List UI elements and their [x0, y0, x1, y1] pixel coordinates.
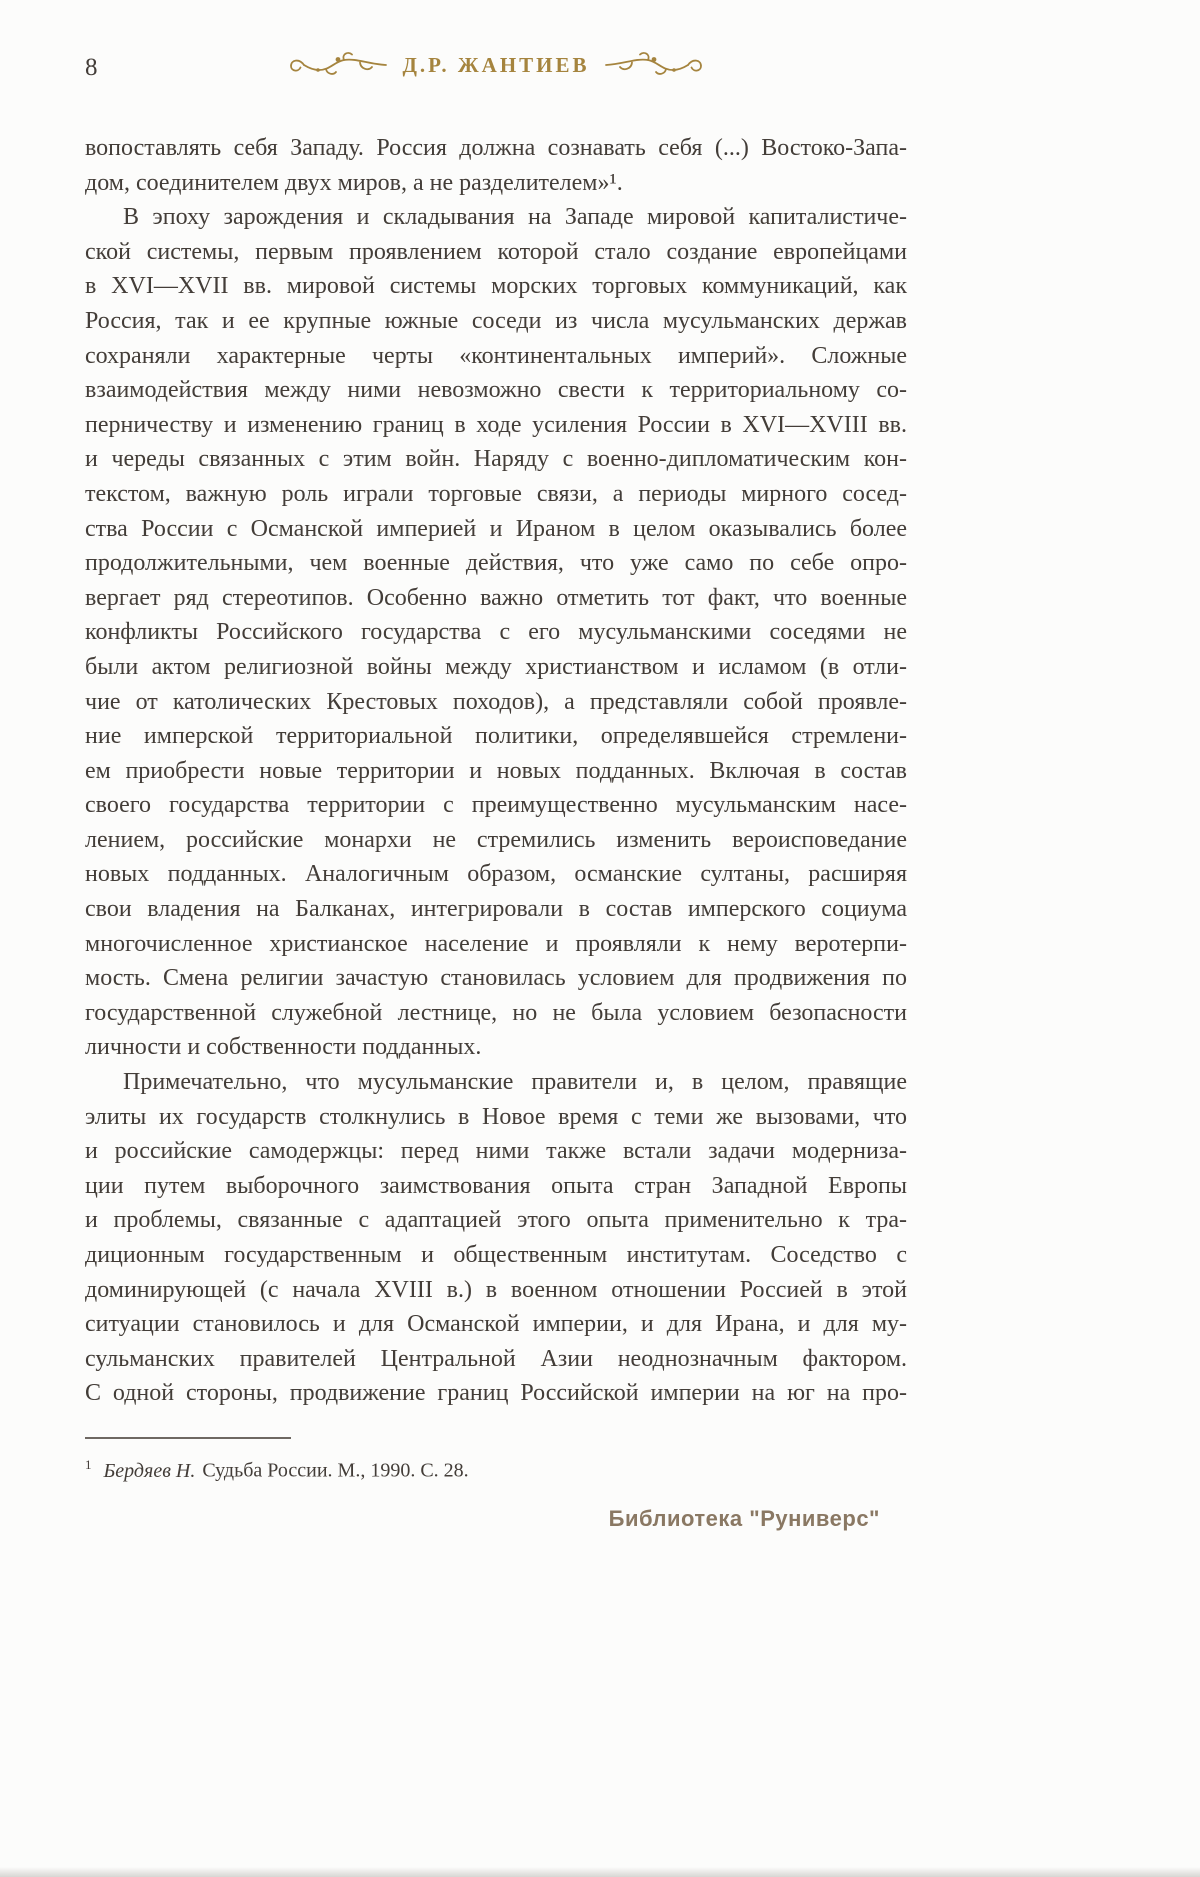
footnote-divider: [85, 1437, 291, 1439]
header-author: Д.Р. ЖАНТИЕВ: [402, 52, 590, 77]
text-line: и российские самодержцы: перед ними также встали задачи модерниза-: [85, 1138, 907, 1165]
text-line: Россия, так и ее крупные южные соседи из числа мусульманских держав: [85, 307, 907, 334]
text-line: чие от католических Крестовых походов), а представляли собой проявле-: [85, 688, 907, 715]
text-line: ситуации становилось и для Османской империи, и для Ирана, и для му-: [85, 1311, 907, 1338]
paragraph: [85, 200, 907, 1065]
paragraph: [85, 131, 907, 200]
footnote: [85, 1451, 907, 1485]
body-text: [85, 131, 907, 1411]
text-line: сохраняли характерные черты «континентальных империй». Сложные: [85, 342, 907, 369]
text-line: ской системы, первым проявлением которой стало создание европейцами: [85, 238, 907, 265]
text-line: лением, российские монархи не стремились изменить вероисповедание: [85, 826, 907, 853]
ornament-left-icon: [288, 52, 388, 78]
text-line: и череды связанных с этим войн. Наряду с военно-дипломатическим кон-: [85, 446, 907, 473]
text-line: мость. Смена религии зачастую становилась условием для продвижения по: [85, 965, 907, 992]
text-line: вергает ряд стереотипов. Особенно важно отметить тот факт, что военные: [85, 584, 907, 611]
footnote-text: Судьба России. М., 1990. С. 28.: [202, 1459, 469, 1482]
text-line: доминирующей (с начала XVIII в.) в военном отношении Россией в этой: [85, 1276, 907, 1303]
text-line: перничеству и изменению границ в ходе усиления России в XVI—XVIII вв.: [85, 411, 907, 438]
ornament-right-icon: [604, 52, 704, 78]
running-header: [85, 52, 907, 78]
text-line: многочисленное христианское население и проявляли к нему веротерпи-: [85, 930, 907, 957]
text-line: ства России с Османской империей и Ираном в целом оказывались более: [85, 515, 907, 542]
text-line: конфликты Российского государства с его мусульманскими соседями не: [85, 619, 907, 646]
text-line: ции путем выборочного заимствования опыта стран Западной Европы: [85, 1172, 907, 1199]
text-line: диционным государственным и общественным институтам. Соседство с: [85, 1242, 907, 1268]
text-line: свои владения на Балканах, интегрировали в состав имперского социума: [85, 896, 907, 923]
text-line: сульманских правителей Центральной Азии неоднозначным фактором.: [85, 1345, 907, 1372]
text-line: вопоставлять себя Западу. Россия должна сознавать себя (...) Востоко-Запа-: [85, 135, 907, 161]
text-line: своего государства территории с преимущественно мусульманским насе-: [85, 792, 907, 819]
text-line: в XVI—XVII вв. мировой системы морских торговых коммуникаций, как: [85, 273, 907, 300]
text-line: ем приобрести новые территории и новых подданных. Включая в состав: [85, 757, 907, 784]
text-line: текстом, важную роль играли торговые связи, а периоды мирного сосед-: [85, 480, 907, 507]
text-line: продолжительными, чем военные действия, что уже само по себе опро-: [85, 550, 907, 577]
library-watermark: Библиотека "Руниверс": [608, 1506, 880, 1531]
text-line: государственной служебной лестнице, но не была условием безопасности: [85, 999, 907, 1026]
scan-bottom-edge-artifact: [0, 1867, 1200, 1877]
text-line: ние имперской территориальной политики, определявшейся стремлени-: [85, 723, 907, 750]
text-line: элиты их государств столкнулись в Новое время с теми же вызовами, что: [85, 1103, 907, 1130]
text-line: В эпоху зарождения и складывания на Западе мировой капиталистиче-: [123, 204, 907, 231]
footnote-marker: 1: [85, 1457, 92, 1472]
text-line: дом, соединителем двух миров, а не разделителем»¹.: [85, 169, 623, 196]
text-line: новых подданных. Аналогичным образом, османские султаны, расширяя: [85, 861, 907, 888]
text-line: личности и собственности подданных.: [85, 1034, 482, 1061]
footnote-author: Бердяев Н.: [103, 1459, 196, 1482]
text-line: С одной стороны, продвижение границ Российской империи на юг на про-: [85, 1380, 907, 1407]
text-line: были актом религиозной войны между христианством и исламом (в отли-: [85, 653, 907, 680]
text-line: Примечательно, что мусульманские правители и, в целом, правящие: [123, 1069, 907, 1096]
text-line: и проблемы, связанные с адаптацией этого опыта применительно к тра-: [85, 1207, 907, 1234]
text-line: взаимодействия между ними невозможно свести к территориальному со-: [85, 377, 907, 404]
paragraph: [85, 1065, 907, 1411]
page-number: 8: [85, 54, 98, 81]
